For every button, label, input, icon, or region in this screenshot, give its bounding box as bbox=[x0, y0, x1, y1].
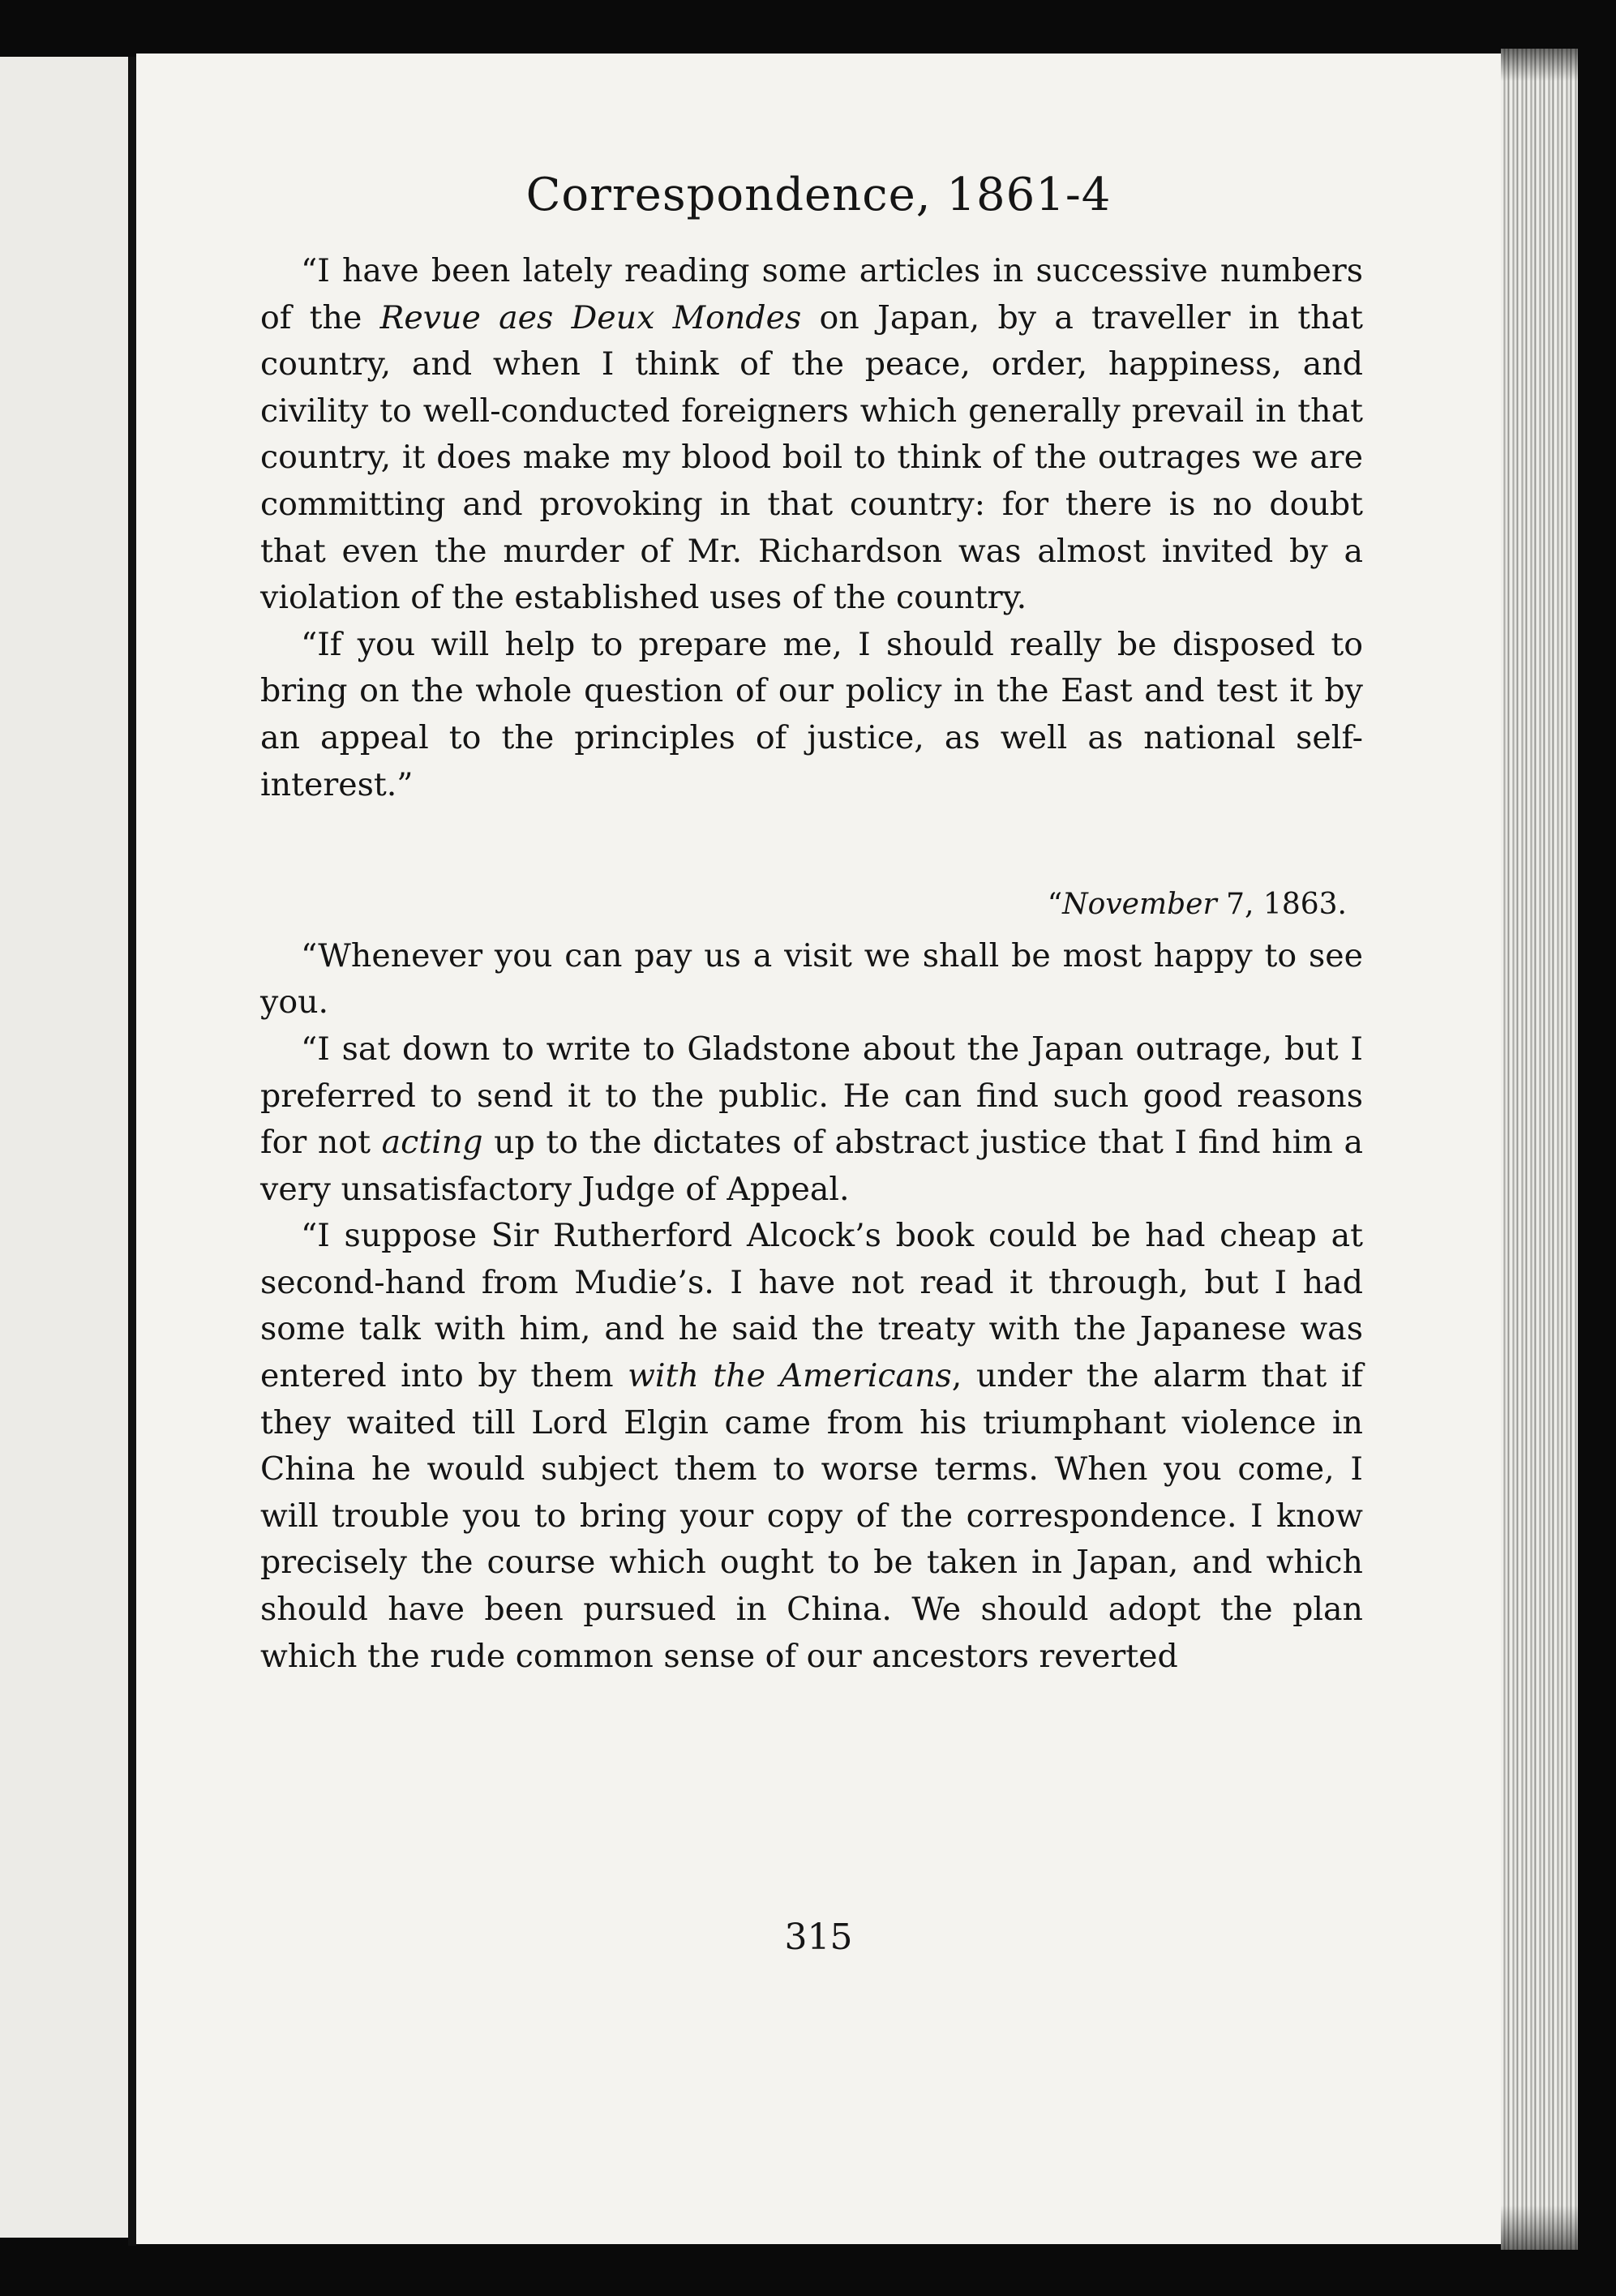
paragraph-text: on Japan, by a traveller in that country, and when I think of the peace, order, happiness, and civility to well-conducted foreigners which generally prevail in that country, it does make my blood boil to think of the outrages we are committing and provoking in that country: for there is no doubt that even the murder of Mr. Richardson was almost invited by a violation of the established uses of the country. bbox=[260, 298, 1363, 617]
paragraph-text: “I have been lately reading some articles in successive numbers of the bbox=[260, 252, 1363, 336]
dateline-date: 7, 1863. bbox=[1226, 888, 1347, 922]
paragraph-alcock bbox=[260, 1213, 1363, 1680]
page-stack-shadow bbox=[1501, 49, 1578, 2250]
page-number: 315 bbox=[784, 1917, 853, 1958]
paragraph-text: “I suppose Sir Rutherford Alcock’s book could be had cheap at second-hand from Mudie’s. I have not read it through, but I had some talk with him, and he said the treaty with the Japanese was entered into by them bbox=[260, 1217, 1363, 1395]
paragraph-text: , under the alarm that if they waited till Lord Elgin came from his triumphant violence in China he would subject them to worse terms. When you come, I will trouble you to bring your copy of the correspondence. I know precisely the course which ought to be taken in Japan, and which should have been pursued in China. We should adopt the plan which the rude common sense of our ancestors reverted bbox=[260, 1357, 1363, 1675]
paragraph-japan-articles bbox=[260, 248, 1363, 622]
paragraph-policy-east: “If you will help to prepare me, I should really be disposed to bring on the whole question of our policy in the East and test it by an appeal to the principles of justice, as well as national self-interest.” bbox=[260, 625, 1363, 803]
paragraph-gladstone bbox=[260, 1026, 1363, 1213]
running-head: Correspondence, 1861-4 bbox=[525, 169, 1112, 221]
gutter-shadow bbox=[128, 57, 136, 2246]
emphasis-acting: acting bbox=[381, 1124, 483, 1162]
body-text bbox=[260, 248, 1363, 1680]
dateline-month: November bbox=[1062, 888, 1217, 922]
emphasis-americans: with the Americans bbox=[628, 1357, 952, 1395]
book-page bbox=[136, 54, 1501, 2244]
dateline-quote: “ bbox=[1047, 888, 1063, 922]
facing-page-edge bbox=[0, 57, 128, 2238]
paragraph-text: up to the dictates of abstract justice that I find him a very unsatisfactory Judge of Appeal. bbox=[260, 1124, 1363, 1208]
journal-title: Revue aes Deux Mondes bbox=[379, 298, 802, 336]
letter-dateline bbox=[260, 881, 1363, 928]
paragraph-text: “I sat down to write to Gladstone about the Japan outrage, but I preferred to send it to the public. He can find such good reasons for not bbox=[260, 1030, 1363, 1162]
paragraph-visit: “Whenever you can pay us a visit we shall be most happy to see you. bbox=[260, 936, 1363, 1022]
